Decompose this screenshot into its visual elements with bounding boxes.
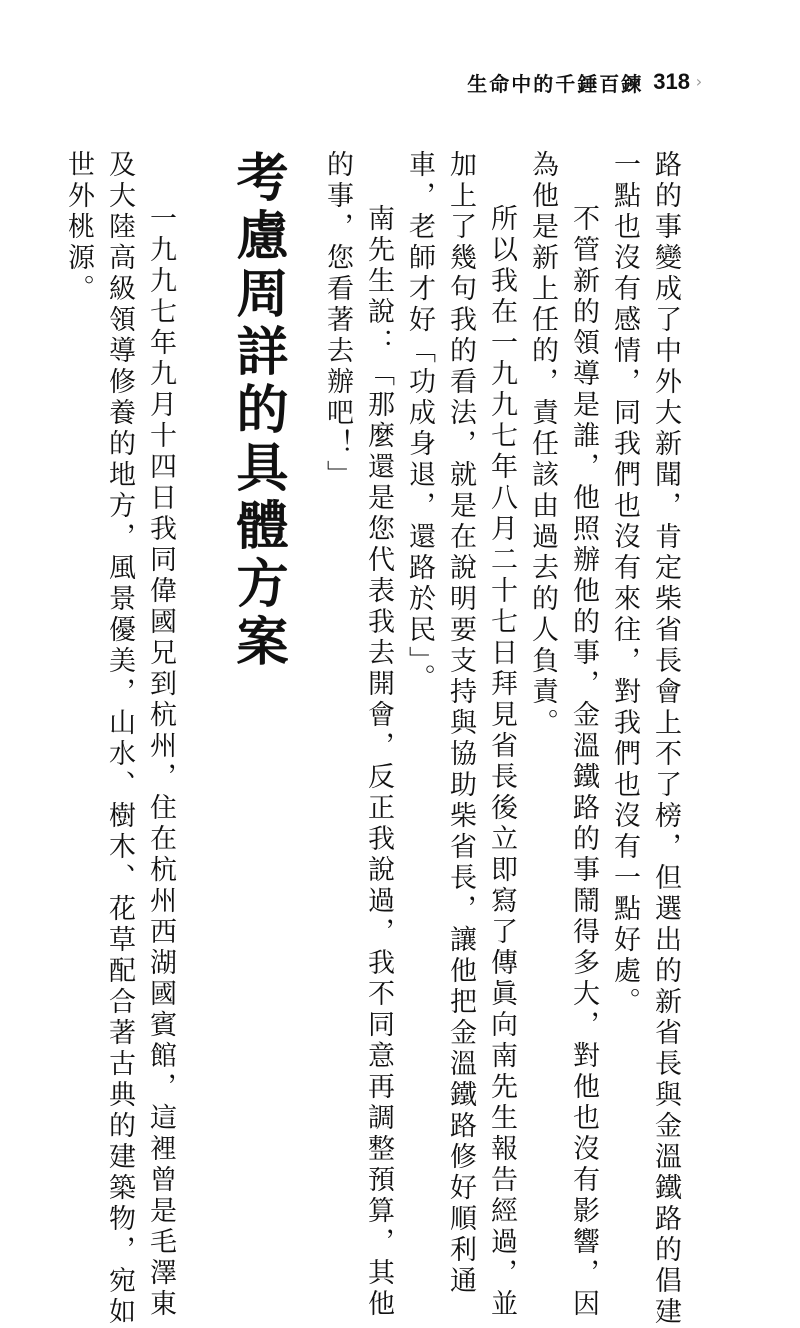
text-column: 的事，您看著去辦吧！」 bbox=[322, 150, 353, 491]
paragraph-column: 南先生說：「那麼還是您代表我去開會，反正我說過，我不同意再調整預算，其他 bbox=[363, 204, 394, 1320]
text-column: 車，老師才好「功成身退，還路於民」。 bbox=[404, 150, 435, 695]
text-column: 一點也沒有感情，同我們也沒有來往，對我們也沒有一點好處。 bbox=[609, 150, 640, 1018]
section-heading: 考慮周詳的具體方案 bbox=[227, 150, 287, 672]
text-margin bbox=[686, 150, 700, 1110]
book-title: 生命中的千錘百鍊 bbox=[467, 71, 644, 96]
page-number: 318 bbox=[653, 69, 690, 94]
text-column: 為他是新上任的，責任該由過去的人負責。 bbox=[527, 150, 558, 739]
text-column: 路的事變成了中外大新聞，肯定柴省長會上不了榜，但選出的新省長與金溫鐵路的倡建 bbox=[650, 150, 681, 1328]
text-column: 世外桃源。 bbox=[63, 150, 94, 305]
page-corner-mark-icon: › bbox=[695, 71, 703, 91]
text-column: 及大陸高級領導修養的地方，風景優美，山水、樹木、花草配合著古典的建築物，宛如 bbox=[104, 150, 135, 1328]
paragraph-column: 一九九七年九月十四日我同偉國兄到杭州，住在杭州西湖國賓館，這裡曾是毛澤東 bbox=[145, 204, 176, 1320]
paragraph-column: 不管新的領導是誰，他照辦他的事，金溫鐵路的事鬧得多大，對他也沒有影響，因 bbox=[568, 204, 599, 1320]
running-head bbox=[467, 66, 690, 98]
text-column: 加上了幾句我的看法，就是在說明要支持與協助柴省長，讓他把金溫鐵路修好順利通 bbox=[445, 150, 476, 1297]
vertical-text-block bbox=[58, 150, 700, 1328]
paragraph-column: 所以我在一九九七年八月二十七日拜見省長後立即寫了傳眞向南先生報告經過，並 bbox=[486, 204, 517, 1320]
